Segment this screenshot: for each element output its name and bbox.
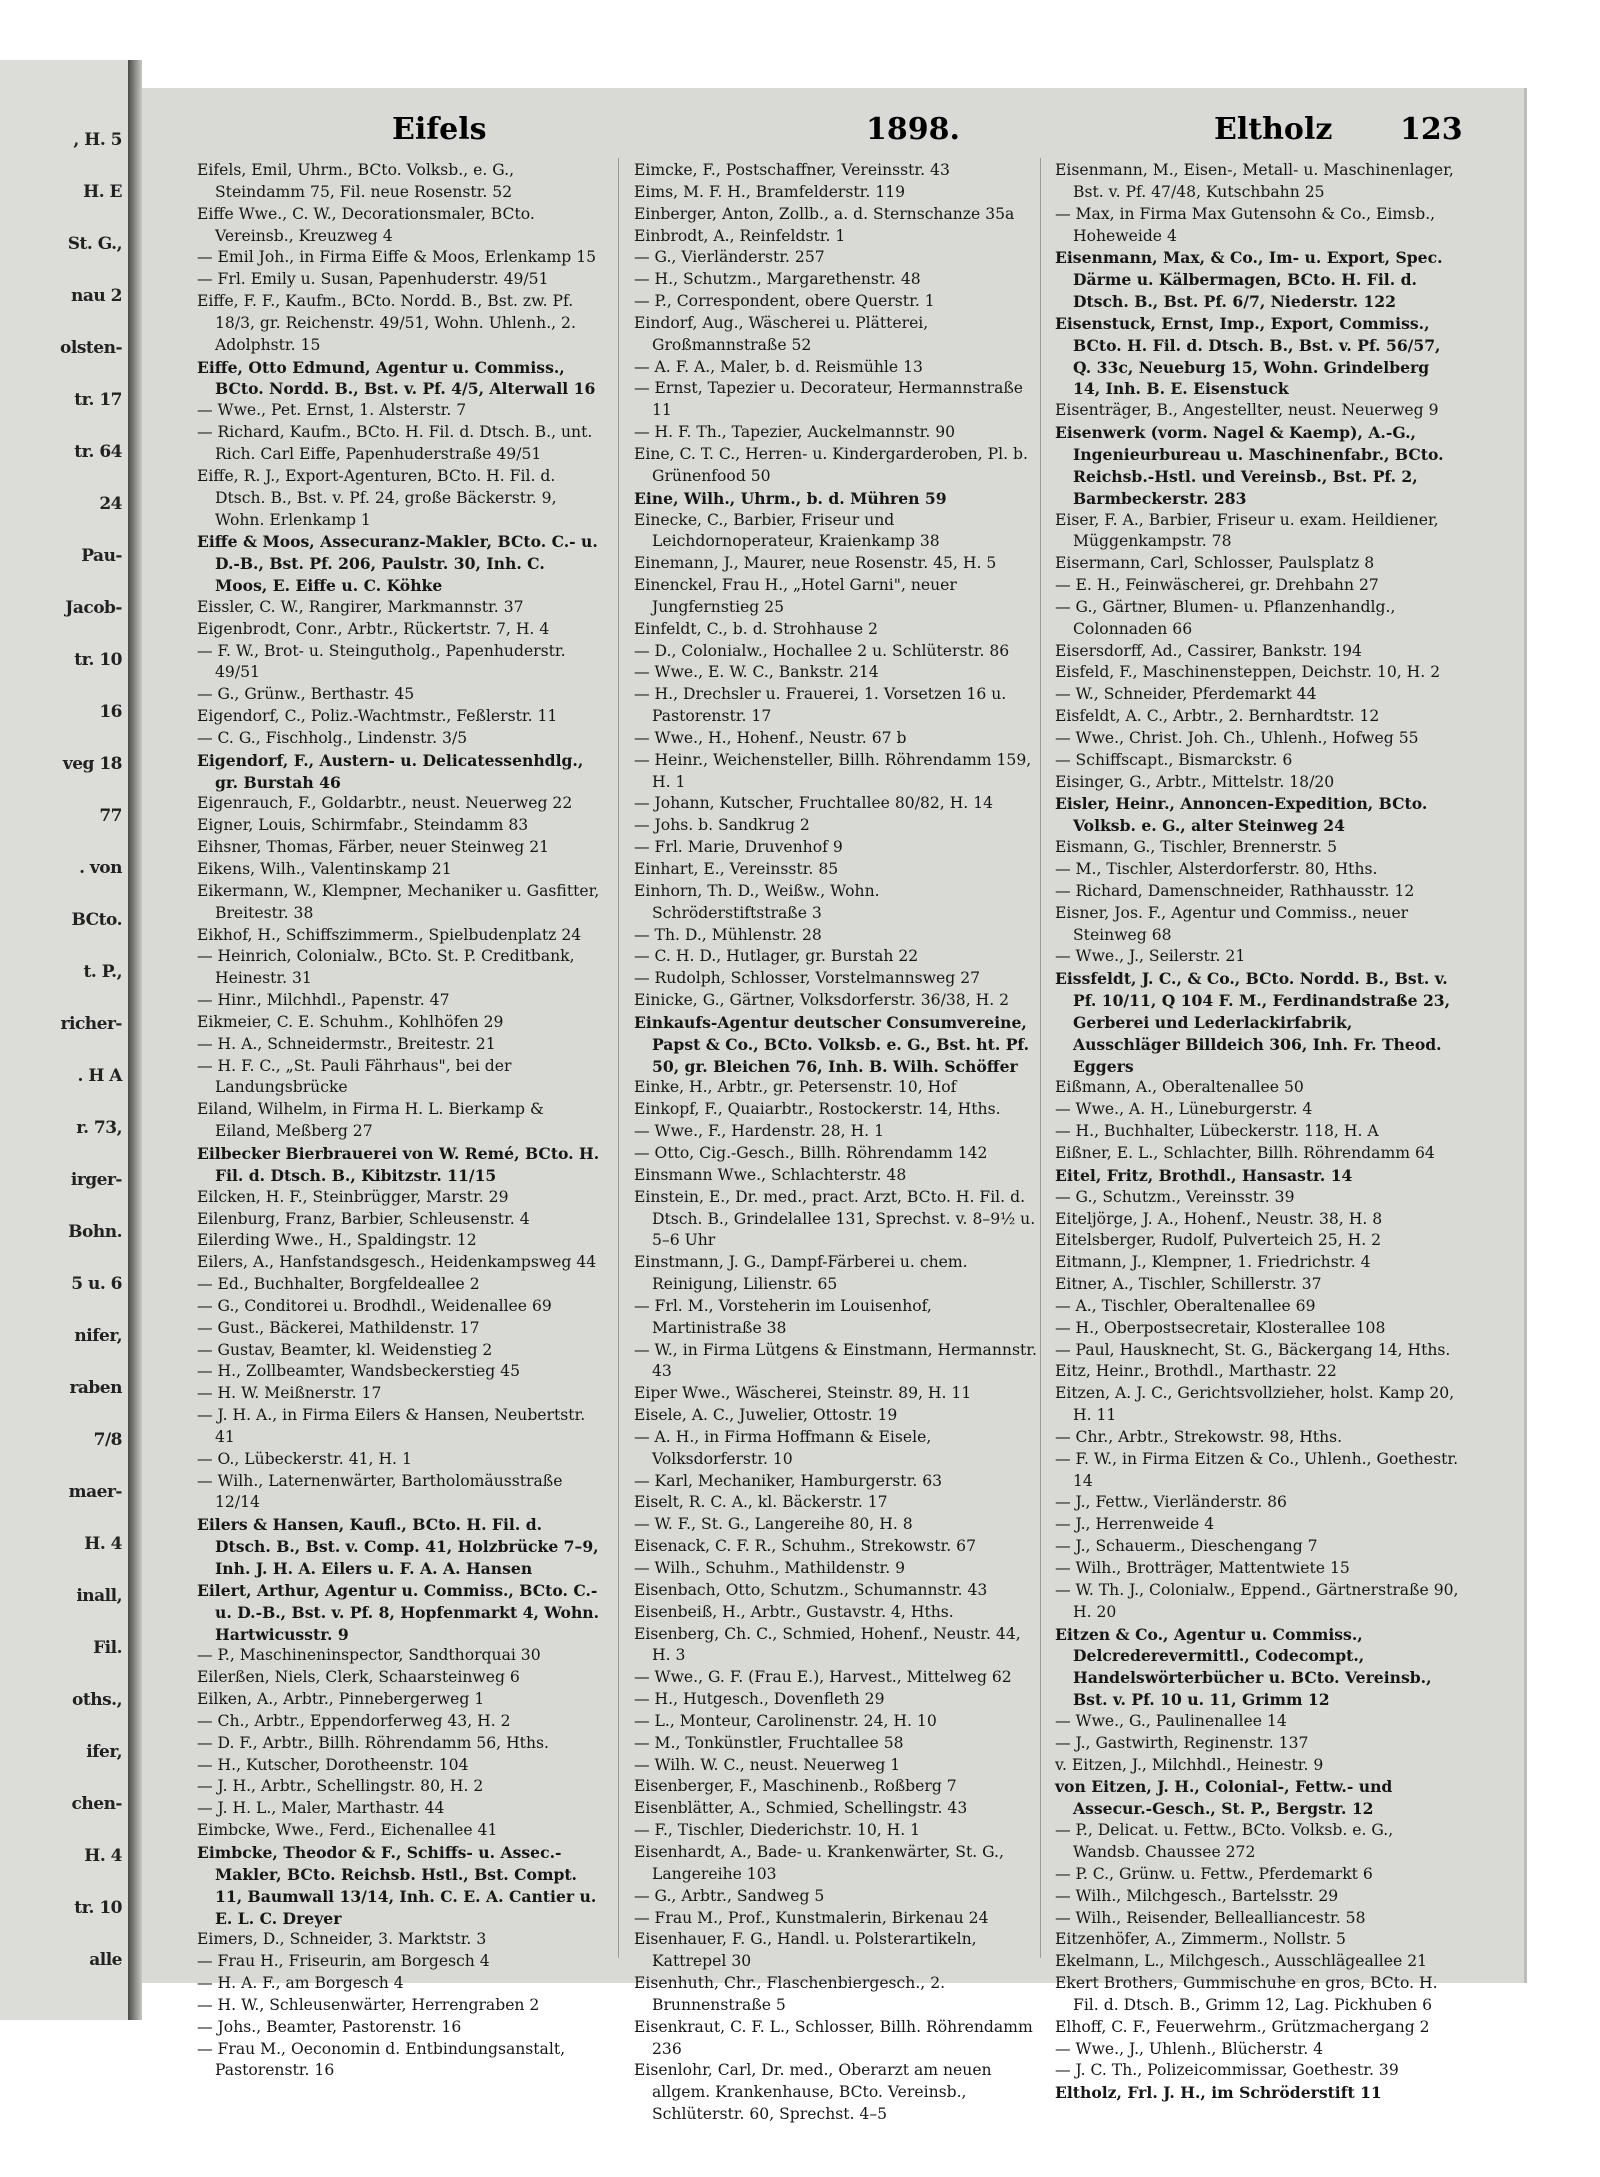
directory-entry: — Wilh., Schuhm., Mathildenstr. 9 (634, 1559, 906, 1577)
directory-entry: Ekelmann, L., Milchgesch., Ausschlägeallee 21 (1055, 1952, 1428, 1971)
directory-entry: — Wwe., G., Paulinenallee 14 (1055, 1711, 1287, 1730)
directory-entry: — Ed., Buchhalter, Borgfeldeallee 2 (197, 1275, 480, 1294)
directory-entry: — A., Tischler, Oberaltenallee 69 (1055, 1296, 1316, 1315)
directory-entry: — Wwe., F., Hardenstr. 28, H. 1 (634, 1122, 885, 1141)
directory-entry: Eikmeier, C. E. Schuhm., Kohlhöfen 29 (197, 1012, 504, 1031)
directory-entry: Eisele, A. C., Juwelier, Ottostr. 19 (634, 1406, 898, 1425)
facing-page-fragment: Bohn. (68, 1222, 122, 1242)
directory-entry: Eilert, Arthur, Agentur u. Commiss., BCto. C.- u. D.-B., Bst. v. Pf. 8, Hopfenmarkt 4, Wohn. Hartwicusstr. 9 (197, 1580, 600, 1644)
directory-entry: — Wwe., H., Hohenf., Neustr. 67 b (634, 728, 907, 747)
directory-entry: — Frl. Emily u. Susan, Papenhuderstr. 49/51 (197, 270, 549, 289)
directory-entry: Eisenwerk (vorm. Nagel & Kaemp), A.-G., Ingenieurbureau u. Maschinenfabr., BCto. Reichsb.-Hstl. und Vereinsb., Bst. Pf. 2, Barmbeckerstr. 283 (1055, 423, 1444, 508)
directory-entry: — J. H. A., in Firma Eilers & Hansen, Neubertstr. 41 (197, 1406, 586, 1446)
directory-entry: — P., Correspondent, obere Querstr. 1 (634, 292, 935, 311)
directory-entry: — G., Vierländerstr. 257 (634, 248, 825, 267)
directory-entry: Einicke, G., Gärtner, Volksdorferstr. 36/38, H. 2 (634, 991, 1010, 1010)
directory-entry: Eissfeldt, J. C., & Co., BCto. Nordd. B., Bst. v. Pf. 10/11, Q 104 F. M., Ferdinandstraße 23, Gerberei und Lederlackirfabrik, Ausschläger Billdeich 306, Inh. Fr. Theod. Eggers (1055, 969, 1451, 1076)
directory-entry: — G., Arbtr., Sandweg 5 (634, 1886, 825, 1905)
page-header (142, 112, 1524, 154)
directory-entry: Eindorf, Aug., Wäscherei u. Plätterei, Großmannstraße 52 (634, 313, 929, 354)
directory-entry: Einkaufs-Agentur deutscher Consumvereine, Papst & Co., BCto. Volksb. e. G., Bst. ht. Pf. 50, gr. Bleichen 76, Inh. B. Wilh. Schöffer (634, 1012, 1030, 1076)
directory-entry: — Wilh. W. C., neust. Neuerweg 1 (634, 1755, 901, 1774)
directory-entry: — G., Gärtner, Blumen- u. Pflanzenhandlg., Colonnaden 66 (1055, 597, 1396, 638)
facing-page-fragment: H. 4 (84, 1846, 122, 1866)
facing-page-fragment: raben (69, 1378, 122, 1398)
directory-entry: Eißner, E. L., Schlachter, Billh. Röhrendamm 64 (1055, 1143, 1435, 1162)
directory-entry: — Emil Joh., in Firma Eiffe & Moos, Erlenkamp 15 (197, 248, 597, 267)
directory-entry: — Heinrich, Colonialw., BCto. St. P. Creditbank, Heinestr. 31 (197, 947, 575, 988)
directory-entry: Einhorn, Th. D., Weißw., Wohn. Schröderstiftstraße 3 (634, 881, 880, 922)
directory-entry: Eigendorf, F., Austern- u. Delicatessenhdlg., gr. Burstah 46 (197, 750, 584, 792)
directory-entry: Einke, H., Arbtr., gr. Petersenstr. 10, Hof (634, 1078, 957, 1097)
directory-entry: Eilcken, H. F., Steinbrügger, Marstr. 29 (197, 1187, 509, 1206)
directory-entry: Eikens, Wilh., Valentinskamp 21 (197, 860, 452, 878)
directory-entry: Eine, Wilh., Uhrm., b. d. Mühren 59 (634, 488, 947, 508)
directory-entry: — G., Schutzm., Vereinsstr. 39 (1055, 1187, 1295, 1206)
directory-entry: Einhart, E., Vereinsstr. 85 (634, 860, 839, 878)
facing-page-fragment: maer- (68, 1482, 122, 1502)
facing-page-fragment: tr. 17 (74, 390, 122, 410)
directory-entry: — H. F. C., „St. Pauli Fährhaus", bei der Landungsbrücke (197, 1056, 512, 1097)
directory-entry: Einfeldt, C., b. d. Strohhause 2 (634, 619, 878, 638)
directory-entry: Eissler, C. W., Rangirer, Markmannstr. 37 (197, 597, 524, 616)
facing-page-fragment: tr. 10 (74, 1898, 122, 1918)
directory-entry: Eiffe, Otto Edmund, Agentur u. Commiss., BCto. Nordd. B., Bst. v. Pf. 4/5, Alterwall 16 (197, 357, 596, 399)
directory-entry: Eilerding Wwe., H., Spaldingstr. 12 (197, 1231, 477, 1250)
directory-entry: — J., Herrenweide 4 (1055, 1515, 1215, 1534)
directory-entry: — Wwe., Christ. Joh. Ch., Uhlenh., Hofweg 55 (1055, 728, 1419, 747)
directory-entry: — H. A., Schneidermstr., Breitestr. 21 (197, 1034, 496, 1053)
directory-entry: Einsmann Wwe., Schlachterstr. 48 (634, 1165, 907, 1184)
facing-page-fragment: nau 2 (71, 286, 122, 306)
directory-entry: — H., Buchhalter, Lübeckerstr. 118, H. A (1055, 1122, 1379, 1141)
directory-entry: — Frau M., Prof., Kunstmalerin, Birkenau 24 (634, 1908, 989, 1927)
directory-entry: Eisler, Heinr., Annoncen-Expedition, BCto. Volksb. e. G., alter Steinweg 24 (1055, 794, 1428, 836)
directory-entry: v. Eitzen, J., Milchhdl., Heinestr. 9 (1055, 1755, 1324, 1774)
directory-entry: Ekert Brothers, Gummischuhe en gros, BCto. H. Fil. d. Dtsch. B., Grimm 12, Lag. Pickhuben 6 (1055, 1974, 1438, 2014)
directory-entry: Einecke, C., Barbier, Friseur und Leichdornoperateur, Kraienkamp 38 (634, 510, 940, 551)
directory-entry: Eiffe Wwe., C. W., Decorationsmaler, BCto. Vereinsb., Kreuzweg 4 (197, 204, 535, 245)
directory-entry: Eimbcke, Theodor & F., Schiffs- u. Assec.-Makler, BCto. Reichsb. Hstl., Bst. Compt. 11, Baumwall 13/14, Inh. C. E. A. Cantier u. E. L. C. Dreyer (197, 1842, 597, 1928)
directory-entry: Eiland, Wilhelm, in Firma H. L. Bierkamp & Eiland, Meßberg 27 (197, 1100, 544, 1141)
directory-entry: Eine, C. T. C., Herren- u. Kindergarderoben, Pl. b. Grünenfood 50 (634, 444, 1028, 485)
facing-page-fragment: veg 18 (62, 754, 122, 774)
directory-entry: Eisenberger, F., Maschinenb., Roßberg 7 (634, 1777, 957, 1796)
directory-entry: Eiper Wwe., Wäscherei, Steinstr. 89, H. 11 (634, 1384, 972, 1403)
facing-page-fragment: richer- (60, 1014, 122, 1034)
directory-entry: Eisenblätter, A., Schmied, Schellingstr. 43 (634, 1799, 968, 1818)
directory-entry: Eiselt, R. C. A., kl. Bäckerstr. 17 (634, 1493, 888, 1512)
directory-entry: — Johs., Beamter, Pastorenstr. 16 (197, 2017, 462, 2036)
directory-entry: Eisenhauer, F. G., Handl. u. Polsterartikeln, Kattrepel 30 (634, 1930, 977, 1971)
directory-entry: — Richard, Kaufm., BCto. H. Fil. d. Dtsch. B., unt. Rich. Carl Eiffe, Papenhuderstraße 49/51 (197, 423, 593, 463)
directory-entry: Eihsner, Thomas, Färber, neuer Steinweg 21 (197, 838, 550, 857)
directory-entry: Eims, M. F. H., Bramfelderstr. 119 (634, 182, 906, 201)
directory-entry: Eiffe, R. J., Export-Agenturen, BCto. H. Fil. d. Dtsch. B., Bst. v. Pf. 24, große Bäckerstr. 9, Wohn. Erlenkamp 1 (197, 466, 557, 529)
directory-entry: Eitelsberger, Rudolf, Pulverteich 25, H. 2 (1055, 1231, 1382, 1250)
directory-entry: Eisenberg, Ch. C., Schmied, Hohenf., Neustr. 44, H. 3 (634, 1624, 1021, 1665)
facing-page-fragment: r. 73, (76, 1118, 122, 1138)
directory-entry: — P. C., Grünw. u. Fettw., Pferdemarkt 6 (1055, 1864, 1373, 1883)
directory-entry: — J. H. L., Maler, Marthastr. 44 (197, 1799, 445, 1818)
directory-entry: — Johs. b. Sandkrug 2 (634, 816, 810, 835)
directory-entry: Eisfeld, F., Maschinensteppen, Deichstr. 10, H. 2 (1055, 663, 1441, 682)
facing-page-fragment: BCto. (71, 910, 122, 930)
directory-entry: Eitzen, A. J. C., Gerichtsvollzieher, holst. Kamp 20, H. 11 (1055, 1384, 1455, 1425)
directory-entry: — Wwe., G. F. (Frau E.), Harvest., Mittelweg 62 (634, 1668, 1012, 1687)
directory-entry: — G., Grünw., Berthastr. 45 (197, 685, 415, 704)
directory-entry: Eisenbeiß, H., Arbtr., Gustavstr. 4, Hths. (634, 1602, 954, 1621)
facing-page-fragment: Fil. (93, 1638, 122, 1658)
directory-entry: Eisfeldt, A. C., Arbtr., 2. Bernhardtstr. 12 (1055, 707, 1380, 726)
directory-entry: Eisenack, C. F. R., Schuhm., Strekowstr. 67 (634, 1537, 977, 1556)
directory-entry: — Gust., Bäckerei, Mathildenstr. 17 (197, 1318, 480, 1337)
facing-page-fragment: . von (79, 858, 122, 878)
directory-entry: — Wilh., Brotträger, Mattentwiete 15 (1055, 1559, 1350, 1577)
directory-entry: — H., Schutzm., Margarethenstr. 48 (634, 270, 921, 289)
directory-entry: Eisenmann, M., Eisen-, Metall- u. Maschinenlager, Bst. v. Pf. 47/48, Kutschbahn 25 (1055, 161, 1454, 201)
header-year: 1898. (866, 112, 960, 147)
directory-entry: Eilken, A., Arbtr., Pinnebergerweg 1 (197, 1690, 485, 1709)
directory-entry: — J., Gastwirth, Reginenstr. 137 (1055, 1733, 1309, 1752)
directory-entry: — Karl, Mechaniker, Hamburgerstr. 63 (634, 1471, 943, 1490)
directory-entry: Eilbecker Bierbrauerei von W. Remé, BCto. H. Fil. d. Dtsch. B., Kibitzstr. 11/15 (197, 1143, 600, 1185)
directory-entry: — D., Colonialw., Hochallee 2 u. Schlüterstr. 86 (634, 641, 1010, 660)
column-divider (618, 158, 619, 1958)
directory-entry: — Rudolph, Schlosser, Vorstelmannsweg 27 (634, 969, 981, 988)
facing-page-fragment: 16 (99, 702, 122, 722)
facing-page-fragment: H. 4 (84, 1534, 122, 1554)
directory-entry: Eisinger, G., Arbtr., Mittelstr. 18/20 (1055, 772, 1335, 791)
directory-entry: — Wilh., Milchgesch., Bartelsstr. 29 (1055, 1886, 1339, 1905)
directory-entry: Eitel, Fritz, Brothdl., Hansastr. 14 (1055, 1165, 1353, 1185)
directory-entry: Eismann, G., Tischler, Brennerstr. 5 (1055, 838, 1338, 857)
directory-entry: Einstmann, J. G., Dampf-Färberei u. chem. Reinigung, Lilienstr. 65 (634, 1253, 968, 1294)
directory-entry: Eisenstuck, Ernst, Imp., Export, Commiss., BCto. H. Fil. d. Dtsch. B., Bst. v. Pf. 56/57, Q. 33c, Neueburg 15, Wohn. Grindelberg 14, Inh. B. E. Eisenstuck (1055, 313, 1441, 399)
directory-entry: — Wwe., J., Seilerstr. 21 (1055, 947, 1246, 966)
directory-entry: Eisenkraut, C. F. L., Schlosser, Billh. Röhrendamm 236 (634, 2017, 1033, 2058)
directory-entry: — A. H., in Firma Hoffmann & Eisele, Volksdorferstr. 10 (634, 1427, 932, 1468)
facing-page-fragment: inall, (76, 1586, 122, 1606)
facing-page-edge (0, 60, 130, 2020)
directory-entry: — J., Fettw., Vierländerstr. 86 (1055, 1493, 1287, 1512)
directory-entry: — J. C. Th., Polizeicommissar, Goethestr. 39 (1055, 2061, 1399, 2080)
facing-page-fragment: irger- (70, 1170, 122, 1190)
directory-entry: Eikermann, W., Klempner, Mechaniker u. Gasfitter, Breitestr. 38 (197, 881, 600, 922)
directory-entry: Eitz, Heinr., Brothdl., Marthastr. 22 (1055, 1362, 1337, 1381)
directory-entry: Eigenrauch, F., Goldarbtr., neust. Neuerweg 22 (197, 794, 573, 813)
directory-entry: Eitner, A., Tischler, Schillerstr. 37 (1055, 1275, 1322, 1294)
directory-entry: — J., Schauerm., Dieschengang 7 (1055, 1537, 1318, 1556)
facing-page-fragment: . H A (77, 1066, 122, 1086)
directory-entry: — Johann, Kutscher, Fruchtallee 80/82, H. 14 (634, 794, 994, 813)
directory-entry: — F., Tischler, Diederichstr. 10, H. 1 (634, 1821, 921, 1840)
directory-entry: Eisenhuth, Chr., Flaschenbiergesch., 2. Brunnenstraße 5 (634, 1974, 946, 2014)
facing-page-fragment: ifer, (86, 1742, 122, 1762)
directory-entry: — Ernst, Tapezier u. Decorateur, Hermannstraße 11 (634, 379, 1024, 420)
directory-entry: — H., Drechsler u. Frauerei, 1. Vorsetzen 16 u. Pastorenstr. 17 (634, 685, 1007, 726)
facing-page-fragment: 77 (99, 806, 122, 826)
directory-entry: — Wilh., Reisender, Bellealliancestr. 58 (1055, 1908, 1366, 1927)
directory-entry: — Wilh., Laternenwärter, Bartholomäusstraße 12/14 (197, 1471, 563, 1512)
directory-entry: Eisenhardt, A., Bade- u. Krankenwärter, St. G., Langereihe 103 (634, 1842, 1004, 1883)
facing-page-fragment: oths., (72, 1690, 122, 1710)
directory-entry: — Max, in Firma Max Gutensohn & Co., Eimsb., Hoheweide 4 (1055, 204, 1436, 245)
directory-entry: Eisner, Jos. F., Agentur und Commiss., neuer Steinweg 68 (1055, 903, 1409, 944)
directory-entry: Eimbcke, Wwe., Ferd., Eichenallee 41 (197, 1821, 498, 1840)
directory-entry: — Frl. M., Vorsteherin im Louisenhof, Martinistraße 38 (634, 1296, 932, 1337)
facing-page-fragment: 5 u. 6 (71, 1274, 122, 1294)
directory-entry: — Wwe., A. H., Lüneburgerstr. 4 (1055, 1100, 1313, 1119)
facing-page-fragment: nifer, (74, 1326, 122, 1346)
directory-entry: Eisenbach, Otto, Schutzm., Schumannstr. 43 (634, 1580, 988, 1599)
directory-entry: — D. F., Arbtr., Billh. Röhrendamm 56, Hths. (197, 1733, 549, 1752)
directory-entry: — Th. D., Mühlenstr. 28 (634, 925, 822, 944)
directory-entry: — H. F. Th., Tapezier, Auckelmannstr. 90 (634, 423, 956, 442)
directory-entry: Eitzenhöfer, A., Zimmerm., Nollstr. 5 (1055, 1930, 1346, 1949)
directory-entry: — Wwe., E. W. C., Bankstr. 214 (634, 663, 879, 682)
facing-page-fragment: olsten- (60, 338, 122, 358)
directory-page (142, 88, 1527, 2124)
facing-page-fragment: 24 (99, 494, 122, 514)
directory-entry: — Ch., Arbtr., Eppendorferweg 43, H. 2 (197, 1711, 511, 1730)
column-divider (1040, 158, 1041, 1958)
directory-entry: — W., Schneider, Pferdemarkt 44 (1055, 685, 1317, 704)
directory-entry: — Wwe., Pet. Ernst, 1. Alsterstr. 7 (197, 401, 467, 420)
directory-entry: — P., Maschineninspector, Sandthorquai 30 (197, 1646, 541, 1665)
directory-entry: — J. H., Arbtr., Schellingstr. 80, H. 2 (197, 1777, 484, 1796)
directory-entry: Eigenbrodt, Conr., Arbtr., Rückertstr. 7, H. 4 (197, 619, 550, 638)
facing-page-fragment: alle (89, 1950, 122, 1970)
directory-entry: — H. W. Meißnerstr. 17 (197, 1384, 382, 1403)
directory-entry: — O., Lübeckerstr. 41, H. 1 (197, 1449, 412, 1468)
directory-entry: — H., Hutgesch., Dovenfleth 29 (634, 1690, 885, 1709)
facing-page-fragment: tr. 10 (74, 650, 122, 670)
directory-entry: — Frl. Marie, Druvenhof 9 (634, 838, 843, 857)
directory-entry: — A. F. A., Maler, b. d. Reismühle 13 (634, 357, 923, 376)
directory-entry: Eilers & Hansen, Kaufl., BCto. H. Fil. d. Dtsch. B., Bst. v. Comp. 41, Holzbrücke 7–9, Inh. J. H. A. Eilers u. F. A. A. Hansen (197, 1515, 599, 1578)
directory-entry: Eiffe & Moos, Assecuranz-Makler, BCto. C.- u. D.-B., Bst. Pf. 206, Paulstr. 30, Inh. C. Moos, E. Eiffe u. C. Köhke (197, 532, 598, 596)
directory-entry: Eilerßen, Niels, Clerk, Schaarsteinweg 6 (197, 1668, 520, 1687)
directory-entry: — P., Delicat. u. Fettw., BCto. Volksb. e. G., Wandsb. Chaussee 272 (1055, 1821, 1394, 1861)
directory-entry: — H., Kutscher, Dorotheenstr. 104 (197, 1755, 469, 1774)
facing-page-fragment: H. E (83, 182, 122, 202)
directory-entry: Einstein, E., Dr. med., pract. Arzt, BCto. H. Fil. d. Dtsch. B., Grindelallee 131, Sprechst. v. 8–9½ u. 5–6 Uhr (634, 1187, 1036, 1250)
directory-column-2 (634, 160, 1039, 2126)
directory-entry: — C. G., Fischholg., Lindenstr. 3/5 (197, 728, 468, 747)
directory-entry: — W. Th. J., Colonialw., Eppend., Gärtnerstraße 90, H. 20 (1055, 1580, 1459, 1621)
directory-entry: Eißmann, A., Oberaltenallee 50 (1055, 1078, 1304, 1097)
directory-entry: Einkopf, F., Quaiarbtr., Rostockerstr. 14, Hths. (634, 1100, 1001, 1119)
directory-entry: — F. W., Brot- u. Steingutholg., Papenhuderstr. 49/51 (197, 641, 566, 682)
directory-entry: — W. F., St. G., Langereihe 80, H. 8 (634, 1515, 913, 1534)
directory-entry: — M., Tischler, Alsterdorferstr. 80, Hths. (1055, 860, 1378, 878)
directory-entry: — H. A. F., am Borgesch 4 (197, 1974, 404, 1993)
directory-entry: Eisermann, Carl, Schlosser, Paulsplatz 8 (1055, 554, 1375, 573)
directory-entry: — G., Conditorei u. Brodhdl., Weidenallee 69 (197, 1296, 552, 1315)
directory-entry: — L., Monteur, Carolinenstr. 24, H. 10 (634, 1711, 937, 1730)
directory-entry: — H., Zollbeamter, Wandsbeckerstieg 45 (197, 1362, 520, 1381)
facing-page-fragment: Jacob- (65, 598, 122, 618)
directory-entry: Einenckel, Frau H., „Hotel Garni", neuer Jungfernstieg 25 (634, 576, 957, 616)
directory-column-3 (1055, 160, 1460, 2104)
directory-entry: — Richard, Damenschneider, Rathhausstr. 12 (1055, 881, 1415, 900)
directory-entry: Eilers, A., Hanfstandsgesch., Heidenkampsweg 44 (197, 1253, 597, 1272)
facing-page-fragment: t. P., (83, 962, 122, 982)
directory-entry: Eifels, Emil, Uhrm., BCto. Volksb., e. G., Steindamm 75, Fil. neue Rosenstr. 52 (197, 161, 515, 201)
facing-page-fragment: Pau- (81, 546, 122, 566)
directory-entry: Eiser, F. A., Barbier, Friseur u. exam. Heildiener, Müggenkampstr. 78 (1055, 510, 1439, 551)
directory-entry: Eimers, D., Schneider, 3. Marktstr. 3 (197, 1930, 487, 1949)
directory-entry: — Paul, Hausknecht, St. G., Bäckergang 14, Hths. (1055, 1340, 1451, 1359)
book-gutter (128, 60, 142, 2020)
directory-entry: — Chr., Arbtr., Strekowstr. 98, Hths. (1055, 1427, 1343, 1446)
directory-entry: Eigendorf, C., Poliz.-Wachtmstr., Feßlerstr. 11 (197, 707, 558, 726)
directory-entry: Eigner, Louis, Schirmfabr., Steindamm 83 (197, 816, 529, 835)
directory-entry: von Eitzen, J. H., Colonial-, Fettw.- und Assecur.-Gesch., St. P., Bergstr. 12 (1055, 1777, 1393, 1819)
directory-entry: — Schiffscapt., Bismarckstr. 6 (1055, 750, 1293, 769)
facing-page-fragment: 7/8 (93, 1430, 122, 1450)
directory-entry: — Heinr., Weichensteller, Billh. Röhrendamm 159, H. 1 (634, 750, 1032, 791)
directory-entry: — E. H., Feinwäscherei, gr. Drehbahn 27 (1055, 576, 1379, 595)
directory-entry: Eikhof, H., Schiffszimmerm., Spielbudenplatz 24 (197, 925, 582, 944)
directory-entry: — W., in Firma Lütgens & Einstmann, Hermannstr. 43 (634, 1340, 1037, 1381)
directory-entry: — Frau M., Oeconomin d. Entbindungsanstalt, Pastorenstr. 16 (197, 2039, 566, 2080)
directory-entry: — Hinr., Milchhdl., Papenstr. 47 (197, 991, 450, 1010)
directory-entry: Eitmann, J., Klempner, 1. Friedrichstr. 4 (1055, 1253, 1371, 1272)
directory-entry: Eilenburg, Franz, Barbier, Schleusenstr. 4 (197, 1209, 530, 1228)
directory-entry: — Gustav, Beamter, kl. Weidenstieg 2 (197, 1340, 493, 1359)
header-last-entry: Eltholz (1214, 112, 1333, 147)
directory-entry: — H. W., Schleusenwärter, Herrengraben 2 (197, 1995, 540, 2014)
directory-entry: Eimcke, F., Postschaffner, Vereinsstr. 43 (634, 161, 950, 179)
header-first-entry: Eifels (392, 112, 487, 147)
facing-page-fragment: , H. 5 (73, 130, 122, 150)
directory-entry: Eisenmann, Max, & Co., Im- u. Export, Spec. Därme u. Kälbermagen, BCto. H. Fil. d. Dtsch. B., Bst. Pf. 6/7, Niederstr. 122 (1055, 248, 1443, 312)
directory-entry: Elhoff, C. F., Feuerwehrm., Grützmachergang 2 (1055, 2017, 1430, 2036)
directory-entry: Einemann, J., Maurer, neue Rosenstr. 45, H. 5 (634, 554, 997, 573)
directory-entry: — Frau H., Friseurin, am Borgesch 4 (197, 1952, 490, 1971)
directory-entry: Einbrodt, A., Reinfeldstr. 1 (634, 226, 846, 245)
facing-page-fragment: chen- (71, 1794, 122, 1814)
directory-entry: Eisersdorff, Ad., Cassirer, Bankstr. 194 (1055, 641, 1362, 660)
directory-entry: Eitzen & Co., Agentur u. Commiss., Delcrederevermittl., Codecompt., Handelswörterbücher u. BCto. Vereinsb., Bst. v. Pf. 10 u. 11, Grimm 12 (1055, 1624, 1432, 1710)
directory-entry: — M., Tonkünstler, Fruchtallee 58 (634, 1733, 904, 1752)
facing-page-fragment: St. G., (67, 234, 122, 254)
directory-entry: — F. W., in Firma Eitzen & Co., Uhlenh., Goethestr. 14 (1055, 1449, 1459, 1490)
directory-entry: Eiteljörge, J. A., Hohenf., Neustr. 38, H. 8 (1055, 1209, 1383, 1228)
directory-entry: Eisenträger, B., Angestellter, neust. Neuerweg 9 (1055, 401, 1439, 420)
directory-entry: Eiffe, F. F., Kaufm., BCto. Nordd. B., Bst. zw. Pf. 18/3, gr. Reichenstr. 49/51, Wohn. Uhlenh., 2. Adolphstr. 15 (197, 292, 576, 354)
directory-entry: Eltholz, Frl. J. H., im Schröderstift 11 (1055, 2083, 1382, 2103)
directory-entry: — C. H. D., Hutlager, gr. Burstah 22 (634, 947, 919, 966)
directory-entry: Einberger, Anton, Zollb., a. d. Sternschanze 35a (634, 204, 1015, 223)
page-number: 123 (1400, 112, 1463, 147)
directory-entry: — H., Oberpostsecretair, Klosterallee 108 (1055, 1318, 1386, 1337)
directory-entry: — Otto, Cig.-Gesch., Billh. Röhrendamm 142 (634, 1143, 988, 1162)
directory-entry: Eisenlohr, Carl, Dr. med., Oberarzt am neuen allgem. Krankenhause, BCto. Vereinsb., Schlüterstr. 60, Sprechst. 4–5 (634, 2061, 992, 2124)
directory-column-1 (197, 160, 602, 2082)
directory-entry: — Wwe., J., Uhlenh., Blücherstr. 4 (1055, 2039, 1324, 2058)
facing-page-fragment: tr. 64 (74, 442, 122, 462)
